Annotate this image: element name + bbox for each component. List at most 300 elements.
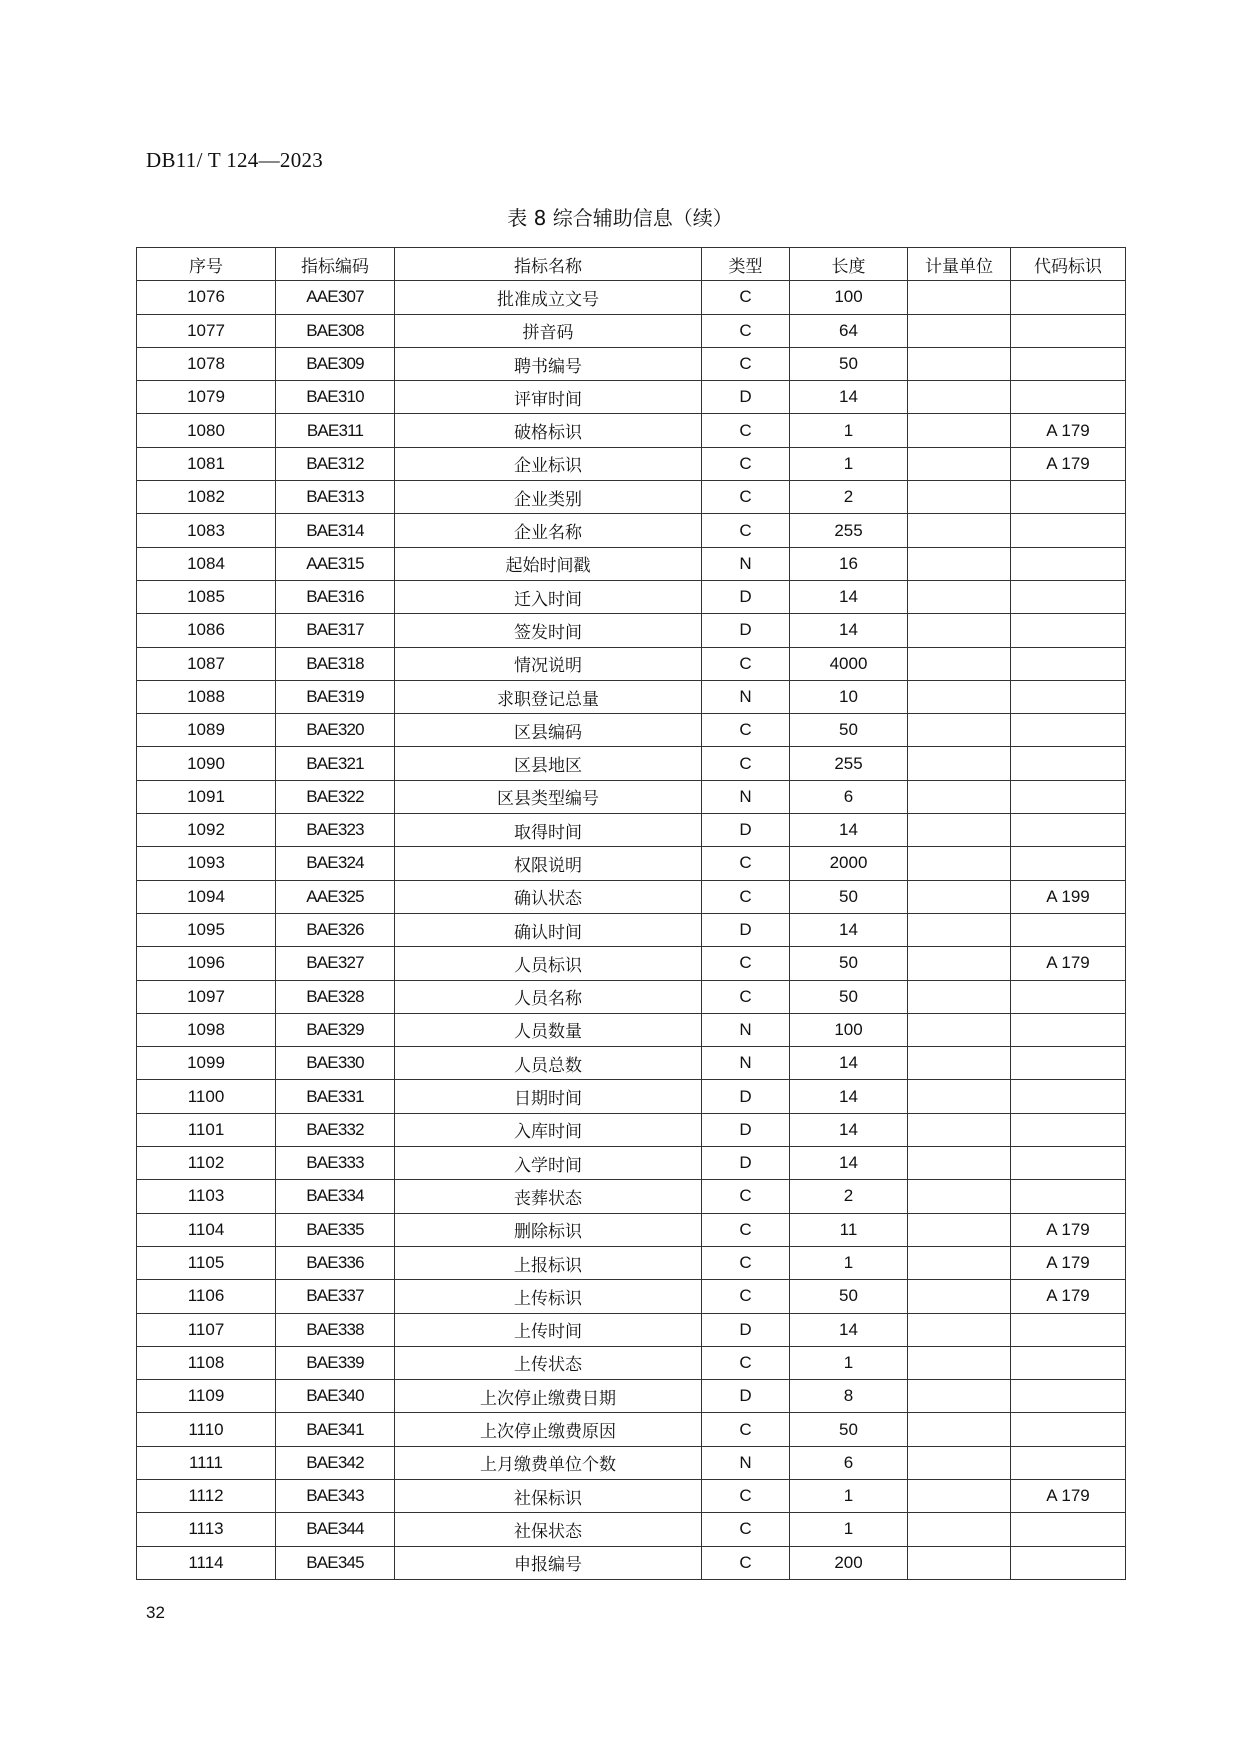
cell-type: C [702,980,790,1013]
cell-code-id [1011,281,1126,314]
cell-code-id [1011,980,1126,1013]
cell-code-id: A 179 [1011,414,1126,447]
cell-length: 14 [790,1080,908,1113]
cell-code: BAE337 [276,1280,395,1313]
cell-name: 人员标识 [395,947,702,980]
cell-unit [908,1513,1011,1546]
cell-unit [908,1346,1011,1379]
table-row [137,1080,1126,1113]
cell-code-id: A 179 [1011,1213,1126,1246]
cell-seq: 1078 [137,347,276,380]
cell-type: C [702,514,790,547]
cell-code-id [1011,747,1126,780]
code-header: 指标编码 [276,248,395,281]
cell-code: BAE330 [276,1047,395,1080]
cell-unit [908,980,1011,1013]
cell-type: C [702,1346,790,1379]
length-header: 长度 [790,248,908,281]
cell-code-id [1011,847,1126,880]
cell-length: 1 [790,1479,908,1512]
cell-length: 14 [790,580,908,613]
cell-length: 14 [790,1047,908,1080]
table-row [137,1313,1126,1346]
cell-code: BAE336 [276,1246,395,1279]
seq-header: 序号 [137,248,276,281]
cell-unit [908,614,1011,647]
cell-code-id [1011,1413,1126,1446]
cell-unit [908,1479,1011,1512]
type-header: 类型 [702,248,790,281]
cell-length: 11 [790,1213,908,1246]
cell-code-id [1011,1380,1126,1413]
cell-length: 50 [790,714,908,747]
cell-type: C [702,880,790,913]
cell-seq: 1083 [137,514,276,547]
cell-name: 区县地区 [395,747,702,780]
cell-length: 14 [790,913,908,946]
cell-code: AAE325 [276,880,395,913]
cell-length: 50 [790,1280,908,1313]
cell-name: 上次停止缴费日期 [395,1380,702,1413]
cell-code-id: A 179 [1011,447,1126,480]
cell-code-id: A 179 [1011,947,1126,980]
code-id-header: 代码标识 [1011,248,1126,281]
cell-code: BAE321 [276,747,395,780]
cell-code-id [1011,1047,1126,1080]
cell-code: BAE314 [276,514,395,547]
cell-type: D [702,1147,790,1180]
cell-name: 区县编码 [395,714,702,747]
cell-name: 人员名称 [395,980,702,1013]
cell-code-id [1011,1013,1126,1046]
cell-type: C [702,1213,790,1246]
cell-length: 2 [790,481,908,514]
cell-length: 1 [790,1513,908,1546]
cell-name: 上传标识 [395,1280,702,1313]
cell-code-id [1011,1513,1126,1546]
cell-seq: 1079 [137,381,276,414]
cell-length: 50 [790,947,908,980]
cell-seq: 1081 [137,447,276,480]
cell-seq: 1091 [137,780,276,813]
table-row [137,1013,1126,1046]
cell-unit [908,747,1011,780]
cell-seq: 1110 [137,1413,276,1446]
table-row [137,847,1126,880]
table-row [137,680,1126,713]
cell-type: C [702,647,790,680]
cell-type: C [702,414,790,447]
cell-code: BAE345 [276,1546,395,1579]
cell-type: D [702,1080,790,1113]
table-row [137,347,1126,380]
cell-length: 255 [790,514,908,547]
cell-code: BAE339 [276,1346,395,1379]
cell-length: 64 [790,314,908,347]
table-row [137,514,1126,547]
cell-type: N [702,1047,790,1080]
cell-type: C [702,947,790,980]
cell-unit [908,880,1011,913]
cell-unit [908,847,1011,880]
cell-code-id [1011,1113,1126,1146]
cell-length: 14 [790,1313,908,1346]
cell-code: BAE333 [276,1147,395,1180]
cell-type: N [702,1446,790,1479]
cell-name: 权限说明 [395,847,702,880]
cell-seq: 1080 [137,414,276,447]
cell-code-id: A 179 [1011,1479,1126,1512]
cell-length: 14 [790,614,908,647]
cell-seq: 1100 [137,1080,276,1113]
cell-code-id [1011,780,1126,813]
cell-unit [908,647,1011,680]
cell-type: D [702,1380,790,1413]
cell-seq: 1088 [137,680,276,713]
cell-code-id [1011,714,1126,747]
cell-type: N [702,680,790,713]
table-row [137,947,1126,980]
cell-seq: 1076 [137,281,276,314]
cell-code-id [1011,1446,1126,1479]
cell-code: BAE341 [276,1413,395,1446]
cell-unit [908,1246,1011,1279]
cell-type: D [702,814,790,847]
cell-name: 企业名称 [395,514,702,547]
cell-unit [908,381,1011,414]
cell-code-id [1011,381,1126,414]
table-row [137,1446,1126,1479]
cell-seq: 1090 [137,747,276,780]
cell-length: 1 [790,414,908,447]
cell-code: BAE316 [276,580,395,613]
cell-length: 50 [790,980,908,1013]
cell-seq: 1087 [137,647,276,680]
table-row [137,1280,1126,1313]
table-row [137,281,1126,314]
cell-code: BAE320 [276,714,395,747]
cell-type: D [702,381,790,414]
cell-unit [908,447,1011,480]
cell-seq: 1089 [137,714,276,747]
cell-seq: 1104 [137,1213,276,1246]
cell-name: 确认时间 [395,913,702,946]
cell-code: BAE312 [276,447,395,480]
cell-seq: 1085 [137,580,276,613]
cell-code-id [1011,614,1126,647]
table-row [137,647,1126,680]
cell-type: N [702,780,790,813]
table-row [137,1147,1126,1180]
cell-name: 签发时间 [395,614,702,647]
cell-unit [908,481,1011,514]
cell-seq: 1113 [137,1513,276,1546]
table-body [137,281,1126,1580]
cell-name: 聘书编号 [395,347,702,380]
cell-code-id [1011,1147,1126,1180]
cell-length: 100 [790,1013,908,1046]
cell-length: 10 [790,680,908,713]
cell-name: 取得时间 [395,814,702,847]
cell-length: 8 [790,1380,908,1413]
cell-seq: 1114 [137,1546,276,1579]
table-header-row [137,248,1126,281]
cell-seq: 1112 [137,1479,276,1512]
cell-seq: 1082 [137,481,276,514]
cell-code-id: A 179 [1011,1246,1126,1279]
cell-code-id [1011,1346,1126,1379]
cell-type: D [702,614,790,647]
table-row [137,381,1126,414]
table-row [137,447,1126,480]
cell-unit [908,947,1011,980]
cell-length: 14 [790,381,908,414]
cell-unit [908,314,1011,347]
cell-seq: 1098 [137,1013,276,1046]
cell-seq: 1096 [137,947,276,980]
cell-seq: 1099 [137,1047,276,1080]
cell-seq: 1103 [137,1180,276,1213]
cell-type: C [702,481,790,514]
cell-type: C [702,1180,790,1213]
cell-length: 50 [790,1413,908,1446]
cell-type: C [702,1280,790,1313]
cell-code-id [1011,547,1126,580]
table-row [137,414,1126,447]
cell-unit [908,347,1011,380]
table-row [137,1346,1126,1379]
cell-code: BAE323 [276,814,395,847]
cell-unit [908,1446,1011,1479]
cell-name: 申报编号 [395,1546,702,1579]
table-row [137,714,1126,747]
cell-name: 起始时间戳 [395,547,702,580]
cell-type: C [702,1513,790,1546]
cell-code-id [1011,514,1126,547]
cell-name: 上传时间 [395,1313,702,1346]
cell-seq: 1086 [137,614,276,647]
cell-type: C [702,1479,790,1512]
cell-name: 拼音码 [395,314,702,347]
cell-code: BAE319 [276,680,395,713]
cell-code: BAE326 [276,913,395,946]
cell-code-id [1011,481,1126,514]
cell-length: 1 [790,1346,908,1379]
cell-code: BAE338 [276,1313,395,1346]
cell-unit [908,1413,1011,1446]
cell-name: 上月缴费单位个数 [395,1446,702,1479]
cell-code: AAE315 [276,547,395,580]
cell-unit [908,814,1011,847]
cell-seq: 1111 [137,1446,276,1479]
cell-name: 求职登记总量 [395,680,702,713]
cell-type: C [702,747,790,780]
cell-name: 评审时间 [395,381,702,414]
cell-length: 16 [790,547,908,580]
cell-name: 迁入时间 [395,580,702,613]
cell-unit [908,414,1011,447]
cell-code-id [1011,1546,1126,1579]
cell-code: AAE307 [276,281,395,314]
table-title: 表 8 综合辅助信息（续） [507,206,733,230]
cell-code-id [1011,1180,1126,1213]
cell-unit [908,1013,1011,1046]
cell-code: BAE329 [276,1013,395,1046]
cell-unit [908,281,1011,314]
table-row [137,1513,1126,1546]
cell-seq: 1084 [137,547,276,580]
cell-name: 上报标识 [395,1246,702,1279]
cell-code: BAE310 [276,381,395,414]
table-row [137,1546,1126,1579]
cell-length: 255 [790,747,908,780]
cell-type: C [702,281,790,314]
cell-unit [908,913,1011,946]
cell-code-id [1011,647,1126,680]
table-row [137,980,1126,1013]
table-row [137,1413,1126,1446]
cell-code: BAE332 [276,1113,395,1146]
table-row [137,880,1126,913]
table-row [137,747,1126,780]
cell-name: 日期时间 [395,1080,702,1113]
cell-name: 上次停止缴费原因 [395,1413,702,1446]
cell-code: BAE342 [276,1446,395,1479]
name-header: 指标名称 [395,248,702,281]
cell-type: N [702,547,790,580]
cell-unit [908,714,1011,747]
cell-type: C [702,847,790,880]
cell-type: C [702,714,790,747]
cell-code: BAE313 [276,481,395,514]
cell-unit [908,780,1011,813]
cell-name: 企业类别 [395,481,702,514]
cell-type: C [702,1546,790,1579]
cell-unit [908,580,1011,613]
cell-code-id [1011,913,1126,946]
cell-length: 14 [790,1113,908,1146]
cell-name: 企业标识 [395,447,702,480]
cell-length: 2000 [790,847,908,880]
cell-seq: 1109 [137,1380,276,1413]
cell-code: BAE327 [276,947,395,980]
table-row [137,1213,1126,1246]
cell-code: BAE344 [276,1513,395,1546]
cell-seq: 1107 [137,1313,276,1346]
cell-name: 破格标识 [395,414,702,447]
cell-length: 1 [790,447,908,480]
cell-code: BAE311 [276,414,395,447]
table-row [137,1047,1126,1080]
table-row [137,1180,1126,1213]
table-row [137,547,1126,580]
cell-name: 删除标识 [395,1213,702,1246]
cell-code: BAE318 [276,647,395,680]
cell-name: 确认状态 [395,880,702,913]
cell-type: C [702,1246,790,1279]
cell-unit [908,1546,1011,1579]
cell-code: BAE322 [276,780,395,813]
table-row [137,1113,1126,1146]
cell-code-id: A 199 [1011,880,1126,913]
cell-name: 入库时间 [395,1113,702,1146]
cell-code-id [1011,814,1126,847]
page-number: 32 [146,1603,165,1622]
cell-code: BAE308 [276,314,395,347]
cell-type: C [702,1413,790,1446]
cell-name: 人员总数 [395,1047,702,1080]
cell-type: D [702,580,790,613]
cell-unit [908,547,1011,580]
cell-code-id: A 179 [1011,1280,1126,1313]
cell-length: 14 [790,814,908,847]
cell-unit [908,1213,1011,1246]
cell-seq: 1077 [137,314,276,347]
cell-type: C [702,347,790,380]
cell-code: BAE335 [276,1213,395,1246]
cell-seq: 1106 [137,1280,276,1313]
cell-length: 6 [790,1446,908,1479]
cell-unit [908,1280,1011,1313]
cell-name: 社保标识 [395,1479,702,1512]
cell-seq: 1108 [137,1346,276,1379]
cell-code-id [1011,680,1126,713]
cell-code-id [1011,314,1126,347]
table-row [137,314,1126,347]
cell-code-id [1011,1080,1126,1113]
cell-length: 50 [790,347,908,380]
cell-name: 丧葬状态 [395,1180,702,1213]
table-row [137,1380,1126,1413]
cell-unit [908,1147,1011,1180]
cell-unit [908,1047,1011,1080]
cell-name: 区县类型编号 [395,780,702,813]
cell-unit [908,514,1011,547]
cell-unit [908,1113,1011,1146]
unit-header: 计量单位 [908,248,1011,281]
table-row [137,913,1126,946]
cell-seq: 1097 [137,980,276,1013]
document-code: DB11/ T 124—2023 [146,148,324,172]
cell-seq: 1101 [137,1113,276,1146]
indicator-table [136,247,1126,1580]
cell-name: 入学时间 [395,1147,702,1180]
cell-type: D [702,1113,790,1146]
table-row [137,814,1126,847]
cell-type: N [702,1013,790,1046]
cell-code: BAE309 [276,347,395,380]
cell-unit [908,1313,1011,1346]
cell-type: C [702,314,790,347]
cell-length: 6 [790,780,908,813]
cell-code-id [1011,580,1126,613]
cell-unit [908,1380,1011,1413]
cell-type: C [702,447,790,480]
cell-seq: 1092 [137,814,276,847]
table-row [137,614,1126,647]
cell-length: 14 [790,1147,908,1180]
cell-unit [908,1180,1011,1213]
cell-length: 1 [790,1246,908,1279]
cell-unit [908,1080,1011,1113]
cell-code-id [1011,1313,1126,1346]
cell-seq: 1094 [137,880,276,913]
cell-seq: 1095 [137,913,276,946]
cell-length: 4000 [790,647,908,680]
table-row [137,1246,1126,1279]
cell-code: BAE317 [276,614,395,647]
cell-unit [908,680,1011,713]
